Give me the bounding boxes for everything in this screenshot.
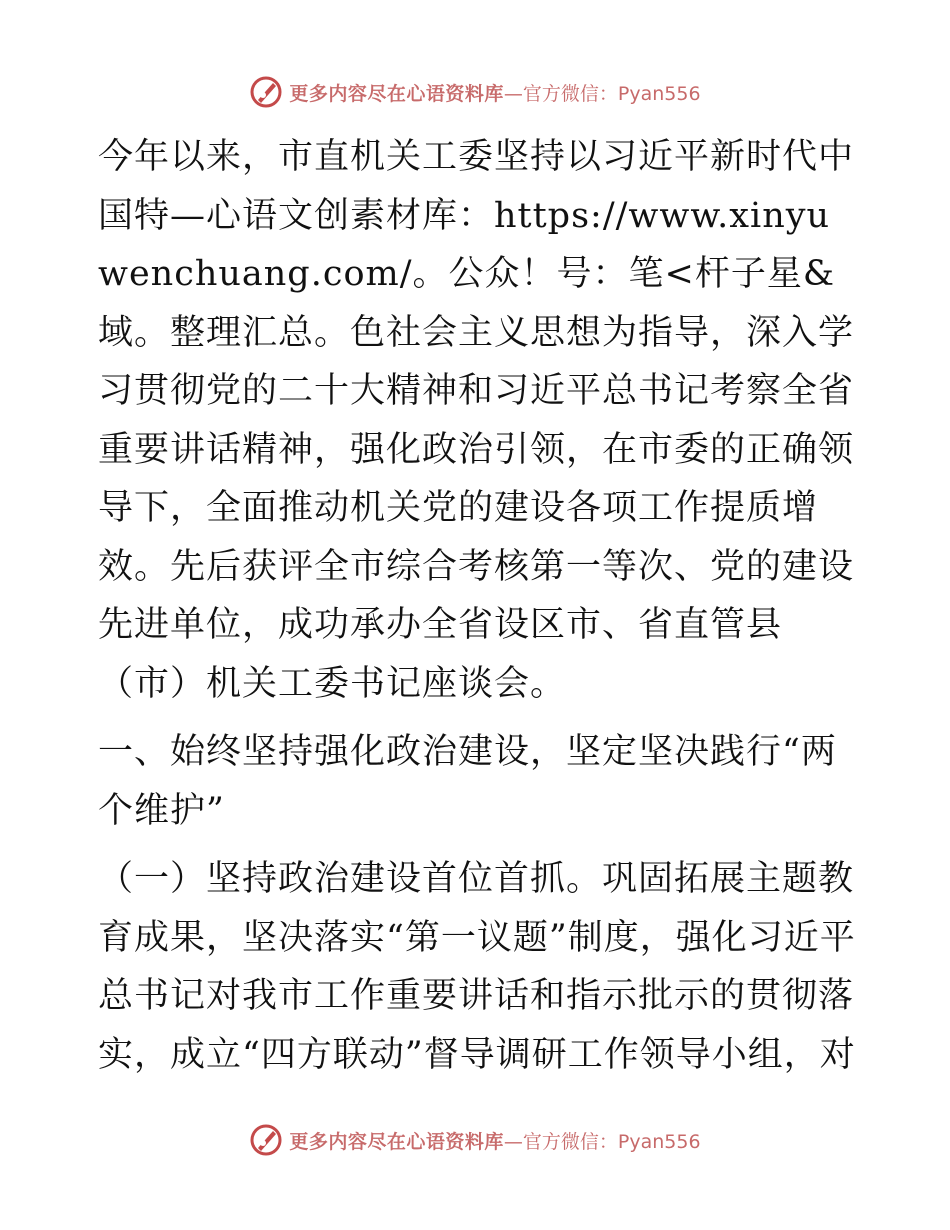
banner-sub-text: —官方微信：Pyan556 bbox=[503, 82, 701, 105]
pen-logo-icon bbox=[249, 1123, 283, 1157]
header-banner bbox=[0, 72, 950, 112]
subsection-paragraph: （一）坚持政治建设首位首抓。巩固拓展主题教育成果，坚决落实“第一议题”制度，强化习近平总书记对我市工作重要讲话和指示批示的贯彻落实，成立“四方联动”督导调研工作领导小组，对 bbox=[98, 859, 856, 1075]
pen-logo-icon bbox=[249, 75, 283, 109]
footer-banner bbox=[0, 1120, 950, 1160]
banner-main-text: 更多内容尽在心语资料库 bbox=[289, 82, 504, 105]
banner-sub-text: —官方微信：Pyan556 bbox=[503, 1130, 701, 1153]
banner-main-text: 更多内容尽在心语资料库 bbox=[289, 1130, 504, 1153]
intro-paragraph: 今年以来，市直机关工委坚持以习近平新时代中国特—心语文创素材库：https://www.xinyuwenchuang.com/。公众！号：笔<杆子星&域。整理汇总。色社会主义思想为指导，深入学习贯彻党的二十大精神和习近平总书记考察全省重要讲话精神，强化政治引领，在市委的正确领导下，全面推动机关党的建设各项工作提质增效。先后获评全市综合考核第一等次、党的建设先进单位，成功承办全省设区市、省直管县（市）机关工委书记座谈会。 bbox=[98, 137, 855, 704]
document-body bbox=[98, 128, 858, 1094]
section-heading: 一、始终坚持强化政治建设，坚定坚决践行“两个维护” bbox=[98, 732, 837, 831]
